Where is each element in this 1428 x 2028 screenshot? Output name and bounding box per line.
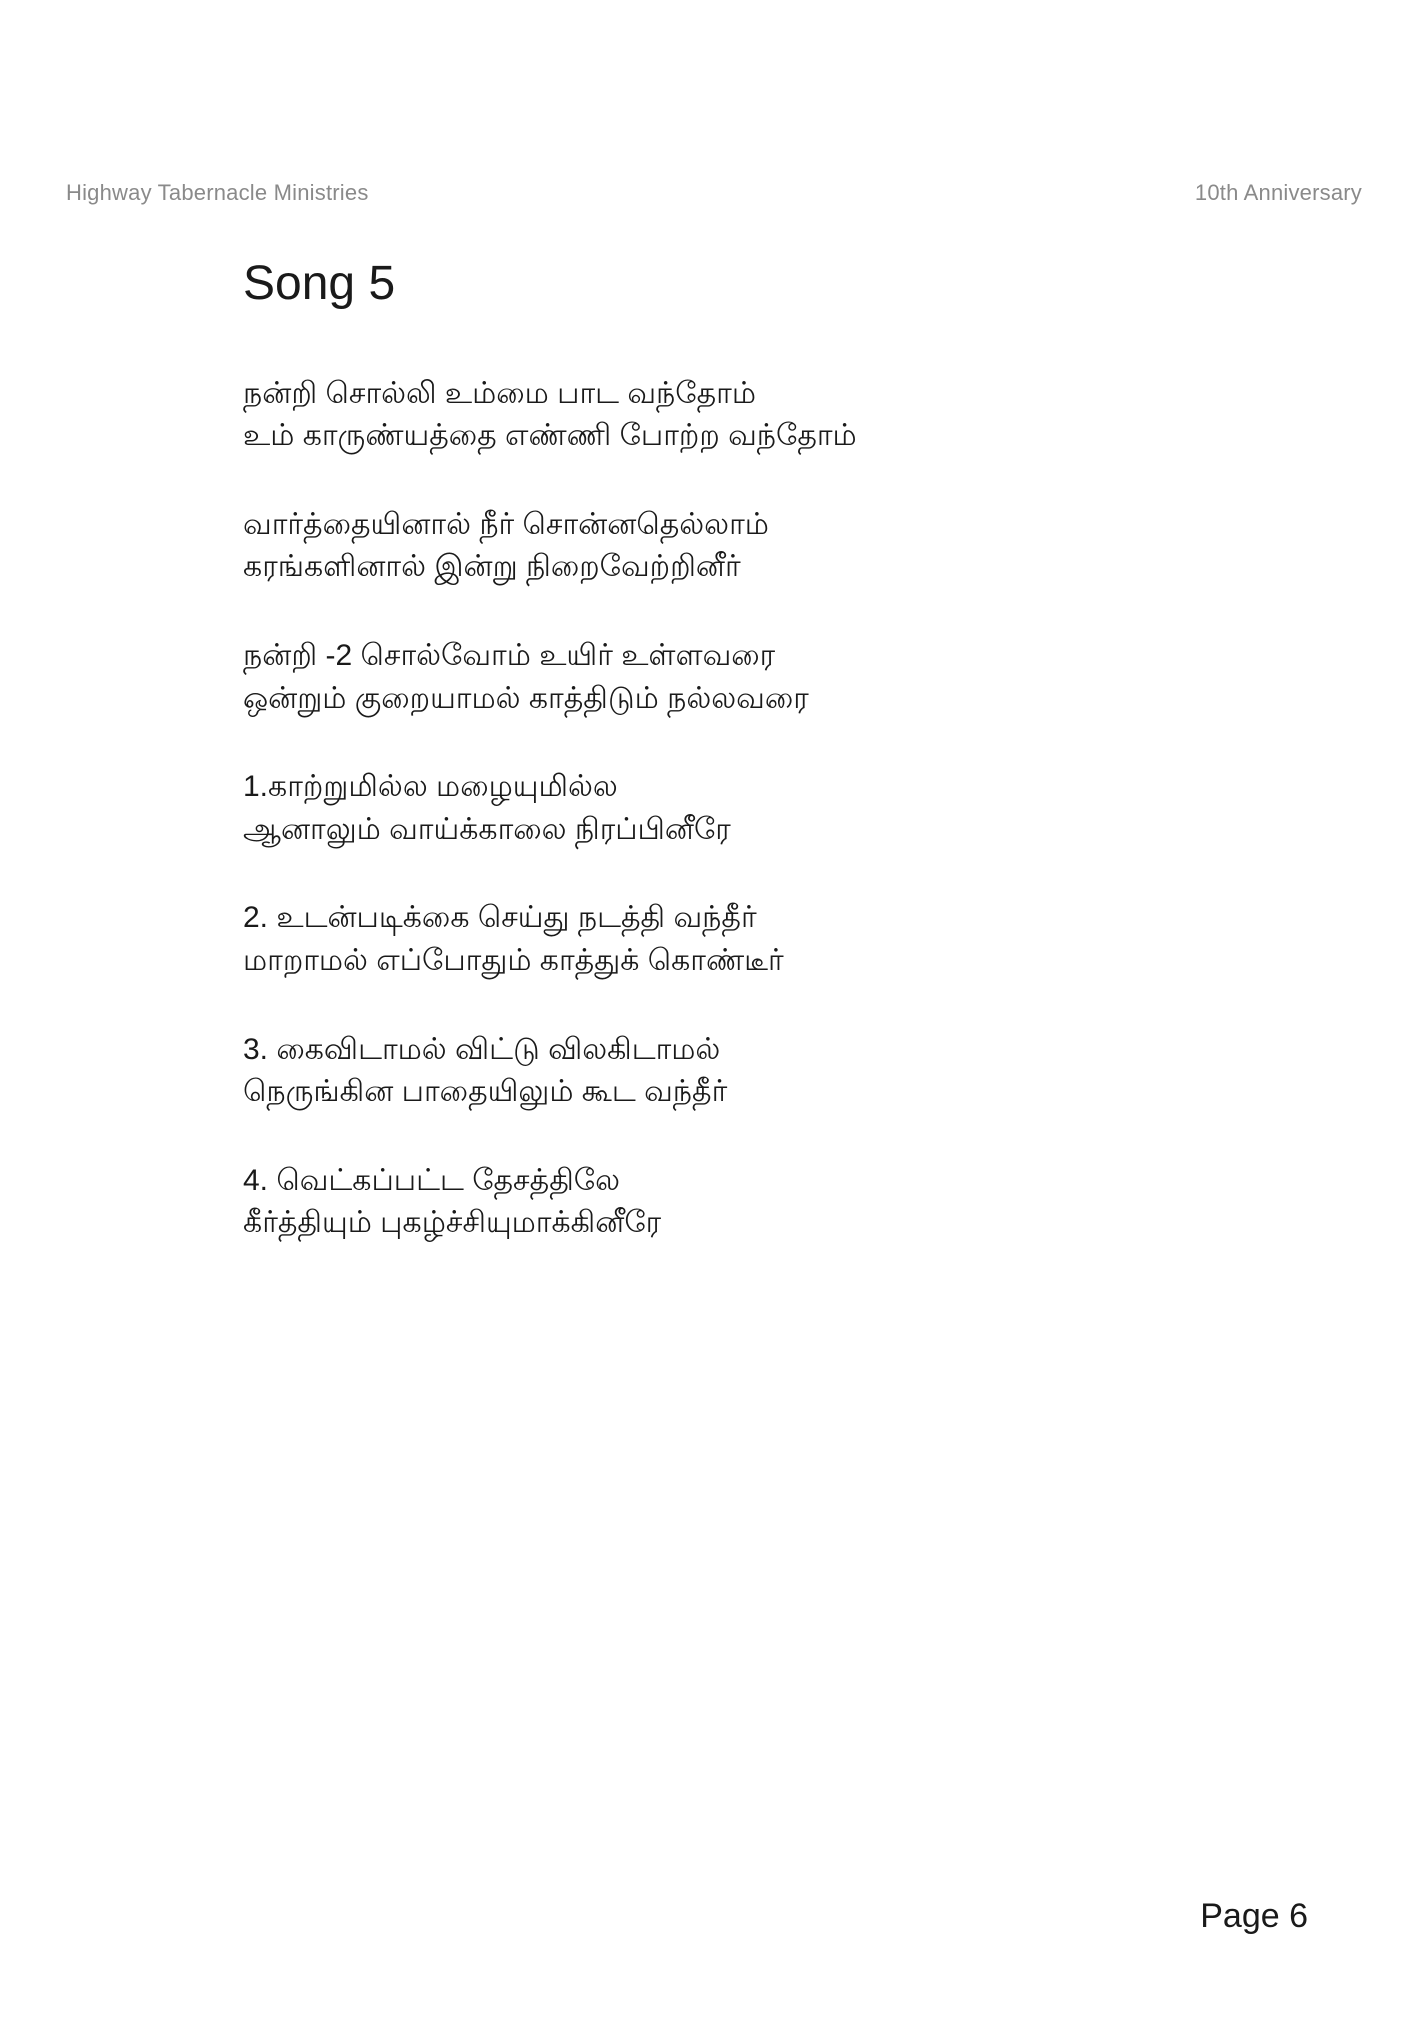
lyric-line: மாறாமல் எப்போதும் காத்துக் கொண்டீர்	[243, 943, 784, 977]
lyric-line: 2. உடன்படிக்கை செய்து நடத்தி வந்தீர்	[243, 901, 757, 935]
lyrics-stanza	[243, 897, 1308, 982]
lyric-line: நன்றி -2 சொல்வோம் உயிர் உள்ளவரை	[243, 638, 776, 672]
lyrics-stanza	[243, 1160, 1308, 1245]
lyric-line: ஒன்றும் குறையாமல் காத்திடும் நல்லவரை	[243, 681, 809, 715]
lyrics-stanza	[243, 635, 1308, 720]
lyric-line: 3. கைவிடாமல் விட்டு விலகிடாமல்	[243, 1032, 721, 1066]
lyrics-stanza	[243, 766, 1308, 851]
lyric-line: வார்த்தையினால் நீர் சொன்னதெல்லாம்	[243, 507, 769, 541]
lyrics-stanza	[243, 373, 1308, 458]
header-anniversary-label: 10th Anniversary	[1194, 180, 1362, 205]
lyric-line: கரங்களினால் இன்று நிறைவேற்றினீர்	[243, 550, 741, 584]
page-header	[66, 180, 1362, 206]
song-content	[243, 255, 1308, 1291]
lyric-line: நன்றி சொல்லி உம்மை பாட வந்தோம்	[243, 376, 756, 410]
page-number: Page 6	[1200, 1897, 1308, 1935]
lyric-line: 4. வெட்கப்பட்ட தேசத்திலே	[243, 1163, 620, 1197]
lyric-line: கீர்த்தியும் புகழ்ச்சியுமாக்கினீரே	[243, 1206, 662, 1240]
lyrics-stanza	[243, 504, 1308, 589]
page-title: Song 5	[243, 257, 396, 310]
lyrics-stanza	[243, 1029, 1308, 1114]
lyric-line: 1.காற்றுமில்ல மழையுமில்ல	[243, 770, 618, 804]
lyric-line: ஆனாலும் வாய்க்காலை நிரப்பினீரே	[243, 812, 731, 846]
header-ministry-name: Highway Tabernacle Ministries	[66, 180, 369, 205]
lyric-line: நெருங்கின பாதையிலும் கூட வந்தீர்	[243, 1075, 728, 1109]
lyric-line: உம் காருண்யத்தை எண்ணி போற்ற வந்தோம்	[243, 419, 857, 453]
